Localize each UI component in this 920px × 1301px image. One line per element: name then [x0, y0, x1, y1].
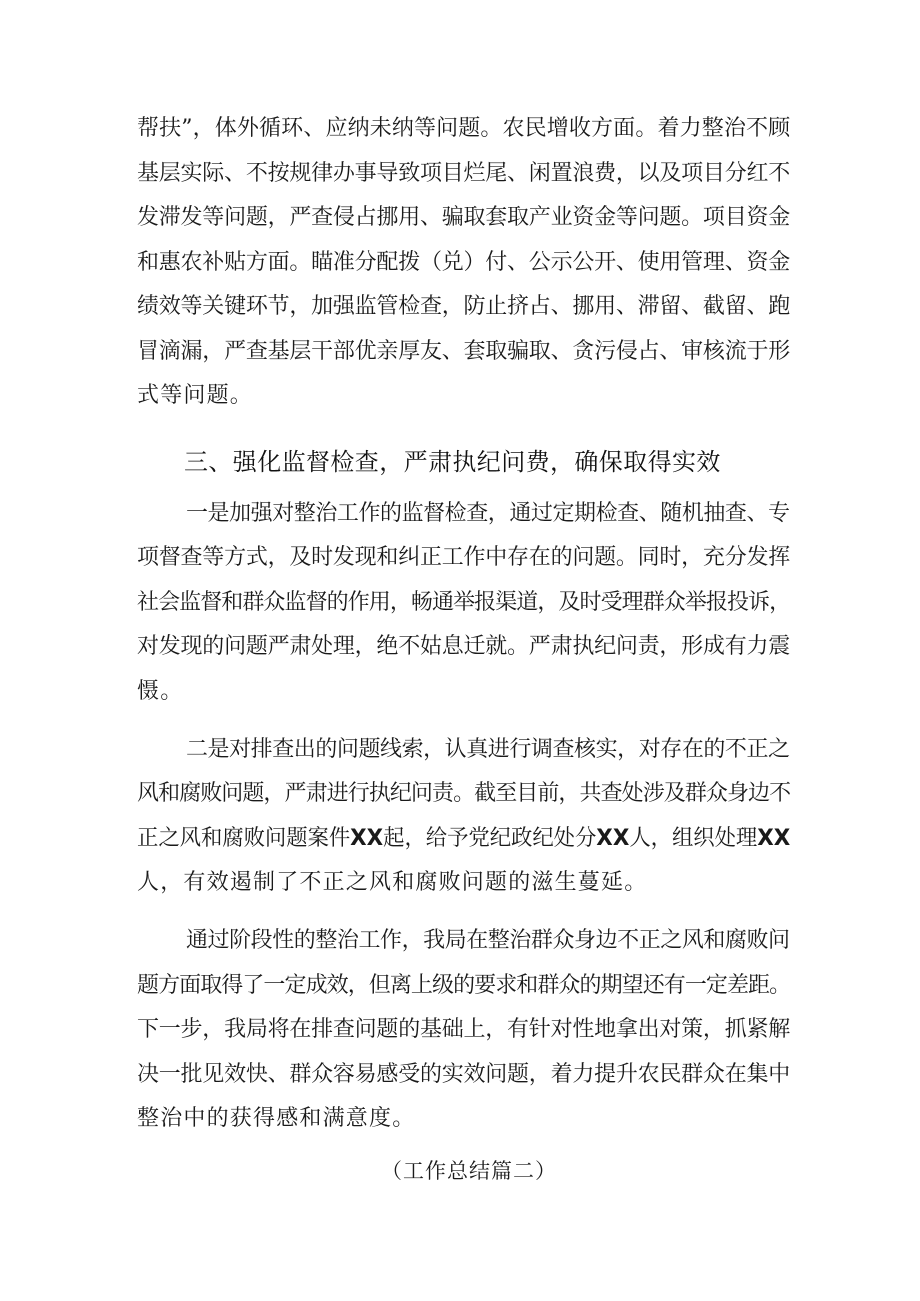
text-segment: 人，组织处理: [629, 826, 758, 851]
body-text-line: 发滞发等问题，严查侵占挪用、骗取套取产业资金等问题。项目资金: [137, 205, 791, 230]
body-text-line: 二是对排查出的问题线索，认真进行调查核实，对存在的不正之: [186, 737, 790, 762]
body-text-line: 冒滴漏，严查基层干部优亲厚友、套取骗取、贪污侵占、审核流于形: [137, 339, 791, 364]
next-article-title: （工作总结篇二）: [381, 1159, 557, 1183]
body-text-line: 题方面取得了一定成效，但离上级的要求和群众的期望还有一定差距。: [137, 973, 791, 998]
body-text-line: 绩效等关键环节，加强监管检查，防止挤占、挪用、滞留、截留、跑: [137, 294, 791, 319]
section-heading: 三、强化监督检查，严肃执纪问费，确保取得实效: [184, 448, 721, 476]
body-text-line: 通过阶段性的整治工作，我局在整治群众身边不正之风和腐败问: [186, 928, 790, 953]
body-text-line: 一是加强对整治工作的监督检查，通过定期检查、随机抽查、专: [186, 501, 790, 526]
body-text-line: 慑。: [137, 679, 184, 704]
body-text-line: 式等问题。: [137, 383, 254, 408]
body-text-line: 人，有效遏制了不正之风和腐败问题的滋生蔓延。: [137, 870, 648, 895]
body-text-line: 项督查等方式，及时发现和纠正工作中存在的问题。同时，充分发挥: [137, 545, 791, 570]
body-text-line: 下一步，我局将在排查问题的基础上，有针对性地拿出对策，抓紧解: [137, 1017, 791, 1042]
body-text-line: 对发现的问题严肃处理，绝不姑息迁就。严肃执纪问责，形成有力震: [137, 634, 791, 659]
body-text-line: 帮扶”，体外循环、应纳未纳等问题。农民增收方面。着力整治不顾: [137, 116, 791, 141]
body-text-line: 社会监督和群众监督的作用，畅通举报渠道，及时受理群众举报投诉，: [137, 590, 791, 615]
body-text-line: 和惠农补贴方面。瞄准分配拨（兑）付、公示公开、使用管理、资金: [137, 250, 791, 275]
placeholder-count: XX: [350, 826, 384, 851]
text-segment: 起，给予党纪政纪处分: [383, 826, 597, 851]
body-text-line: 风和腐败问题，严肃进行执纪问责。截至目前，共查处涉及群众身边不: [137, 781, 791, 806]
placeholder-count: XX: [596, 826, 630, 851]
placeholder-count: XX: [757, 826, 791, 851]
body-text-line: 基层实际、不按规律办事导致项目烂尾、闲置浪费，以及项目分红不: [137, 161, 791, 186]
body-text-line: 整治中的获得感和满意度。: [137, 1106, 416, 1131]
body-text-line: 决一批见效快、群众容易感受的实效问题，着力提升农民群众在集中: [137, 1062, 791, 1087]
text-segment: 正之风和腐败问题案件: [137, 826, 351, 851]
body-text-line: [137, 824, 790, 854]
